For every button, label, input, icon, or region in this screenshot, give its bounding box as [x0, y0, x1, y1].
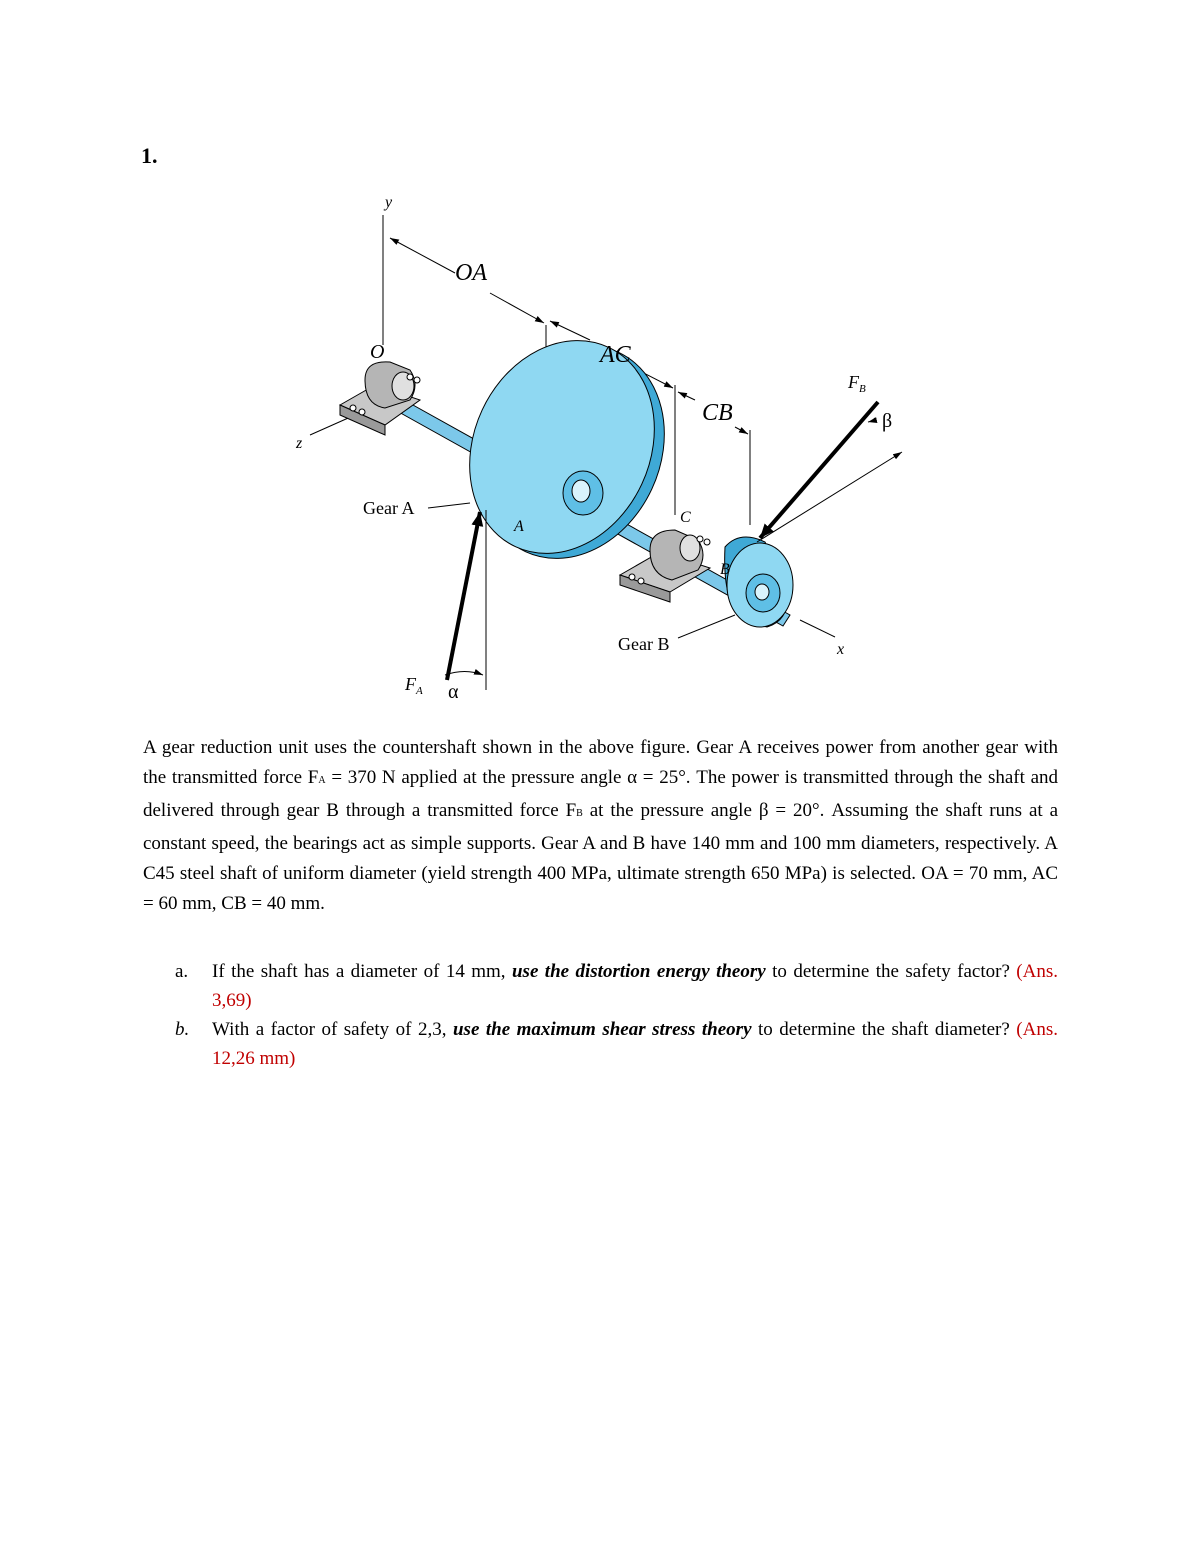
alpha-arc — [445, 672, 483, 676]
dim-line-oa — [390, 238, 455, 273]
part-a — [175, 957, 1058, 1015]
beta-ref-line — [757, 452, 902, 542]
problem-text-3: at the pressure angle β = 20°. Assuming the shaft runs at a constant speed, the bearings act as simple supports. Gear A and B have 140 mm and 100 mm diameters, respectively. A C45 steel shaft of uniform diameter (yield strength 400 MPa, ultimate strength 650 MPa) is selected. OA = 70 mm, AC = 60 mm, CB = 40 mm. — [143, 800, 1059, 914]
force-fb-label: $F_B$ — [848, 372, 866, 395]
part-b-pre: With a factor of safety of 2,3, — [212, 1019, 453, 1040]
dim-line-ac — [550, 321, 590, 340]
part-b-answer: (Ans. 12,26 mm) — [212, 1019, 1058, 1069]
part-b-marker: b. — [175, 1019, 190, 1040]
part-b — [175, 1015, 1058, 1073]
dim-oa-label: OA — [455, 260, 487, 286]
point-a-label: A — [514, 518, 524, 535]
dim-ac-label: AC — [600, 342, 631, 368]
fb-subscript: B — [576, 808, 583, 819]
dim-line-cb-2 — [735, 427, 748, 434]
question-parts — [175, 957, 1058, 1073]
part-b-emphasis: use the maximum shear stress theory — [452, 1019, 752, 1040]
beta-label: β — [882, 410, 893, 432]
problem-statement — [143, 733, 1058, 919]
point-b-label: B — [720, 561, 730, 578]
alpha-label: α — [448, 681, 459, 703]
gear-b-leader — [678, 615, 735, 638]
gear-a-label: Gear A — [363, 498, 415, 518]
force-fb-arrow — [760, 402, 878, 538]
force-fa-label: $F_A$ — [405, 674, 423, 697]
part-a-pre: If the shaft has a diameter of 14 mm, — [212, 961, 512, 982]
beta-arc — [868, 418, 875, 422]
problem-text-2: = 370 N applied at the pressure angle α = 25°. The power is transmitted through the shaft and delivered through gear B through a transmitted force F — [143, 767, 1059, 821]
problem-text-1: A gear reduction unit uses the countershaft shown in the above figure. Gear A receives power from another gear with the transmitted force F — [143, 737, 1058, 788]
gear-a-leader — [428, 503, 470, 508]
part-b-post: to determine the shaft diameter? — [751, 1019, 1017, 1040]
dim-line-cb — [678, 392, 695, 400]
fa-subscript: A — [318, 775, 326, 786]
left-bearing — [340, 362, 420, 435]
y-axis-label: y — [385, 194, 393, 211]
part-a-marker: a. — [175, 961, 189, 982]
gear-b-label: Gear B — [618, 634, 670, 654]
dim-cb-label: CB — [702, 400, 733, 426]
force-fa-arrow — [447, 512, 480, 680]
question-number: 1. — [141, 143, 158, 168]
countershaft-figure — [270, 190, 930, 710]
origin-label: O — [370, 341, 385, 363]
x-axis-line — [800, 620, 835, 637]
z-axis-label: z — [296, 435, 303, 452]
part-a-emphasis: use the distortion energy theory — [511, 961, 766, 982]
x-axis-label: x — [837, 641, 845, 658]
part-a-answer: (Ans. 3,69) — [212, 961, 1058, 1011]
part-a-post: to determine the safety factor? — [765, 961, 1017, 982]
dim-line-oa-2 — [490, 293, 544, 323]
gear-b — [725, 537, 793, 627]
point-c-label: C — [680, 509, 691, 526]
